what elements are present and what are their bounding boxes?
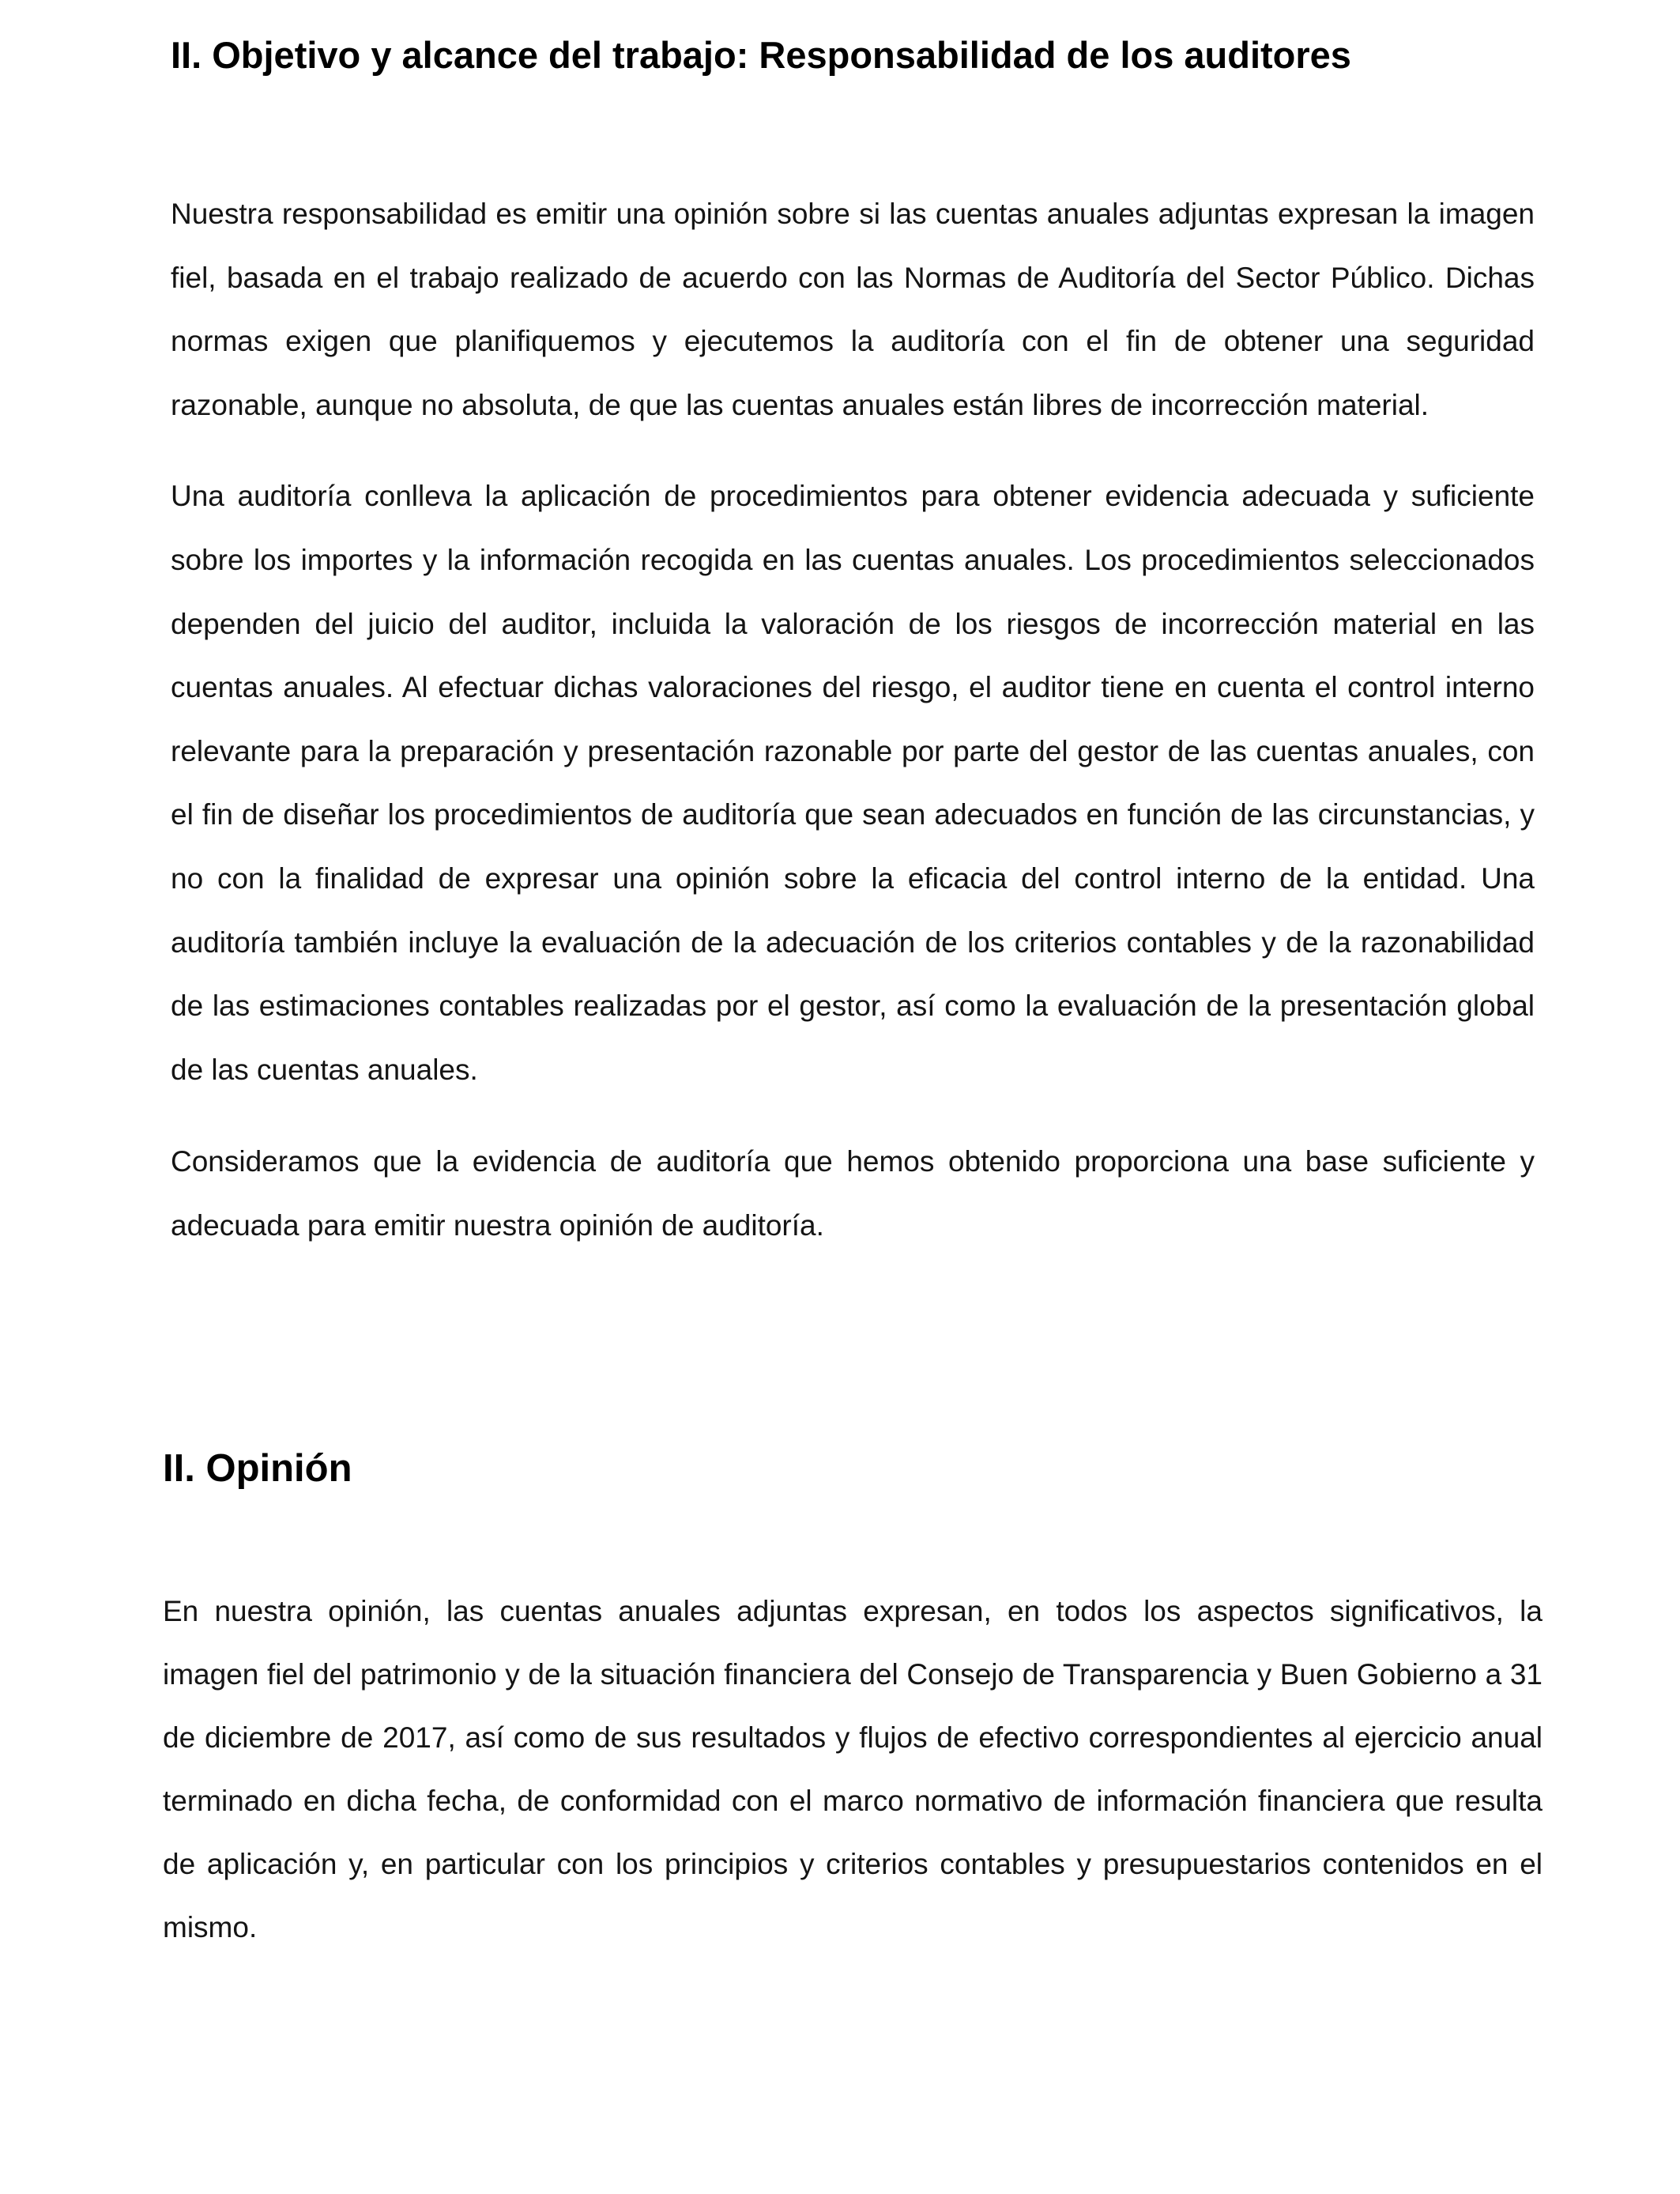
section-scope (171, 24, 1535, 1258)
scope-paragraph-3: Consideramos que la evidencia de auditoría que hemos obtenido proporciona una base suficiente y adecuada para emitir nuestra opinión de auditoría. (171, 1145, 1535, 1242)
section-opinion (163, 1437, 1543, 1959)
opinion-paragraph-1: En nuestra opinión, las cuentas anuales adjuntas expresan, en todos los aspectos significativos, la imagen fiel del patrimonio y de la situación financiera del Consejo de Transparencia y Buen Gobierno a 31 de diciembre de 2017, así como de sus resultados y flujos de efectivo correspondientes al ejercicio anual terminado en dicha fecha, de conformidad con el marco normativo de información financiera que resulta de aplicación y, en particular con los principios y criterios contables y presupuestarios contenidos en el mismo. (163, 1595, 1543, 1943)
section-opinion-heading: II. Opinión (163, 1447, 352, 1490)
section-scope-heading: II. Objetivo y alcance del trabajo: Responsabilidad de los auditores (171, 34, 1351, 76)
scope-paragraph-2: Una auditoría conlleva la aplicación de procedimientos para obtener evidencia adecuada y suficiente sobre los importes y la información recogida en las cuentas anuales. Los procedimientos seleccionados dependen del juicio del auditor, incluida la valoración de los riesgos de incorrección material en las cuentas anuales. Al efectuar dichas valoraciones del riesgo, el auditor tiene en cuenta el control interno relevante para la preparación y presentación razonable por parte del gestor de las cuentas anuales, con el fin de diseñar los procedimientos de auditoría que sean adecuados en función de las circunstancias, y no con la finalidad de expresar una opinión sobre la eficacia del control interno de la entidad. Una auditoría también incluye la evaluación de la adecuación de los criterios contables y de la razonabilidad de las estimaciones contables realizadas por el gestor, así como la evaluación de la presentación global de las cuentas anuales. (171, 480, 1535, 1086)
scope-paragraph-1: Nuestra responsabilidad es emitir una opinión sobre si las cuentas anuales adjuntas expresan la imagen fiel, basada en el trabajo realizado de acuerdo con las Normas de Auditoría del Sector Público. Dichas normas exigen que planifiquemos y ejecutemos la auditoría con el fin de obtener una seguridad razonable, aunque no absoluta, de que las cuentas anuales están libres de incorrección material. (171, 198, 1535, 421)
